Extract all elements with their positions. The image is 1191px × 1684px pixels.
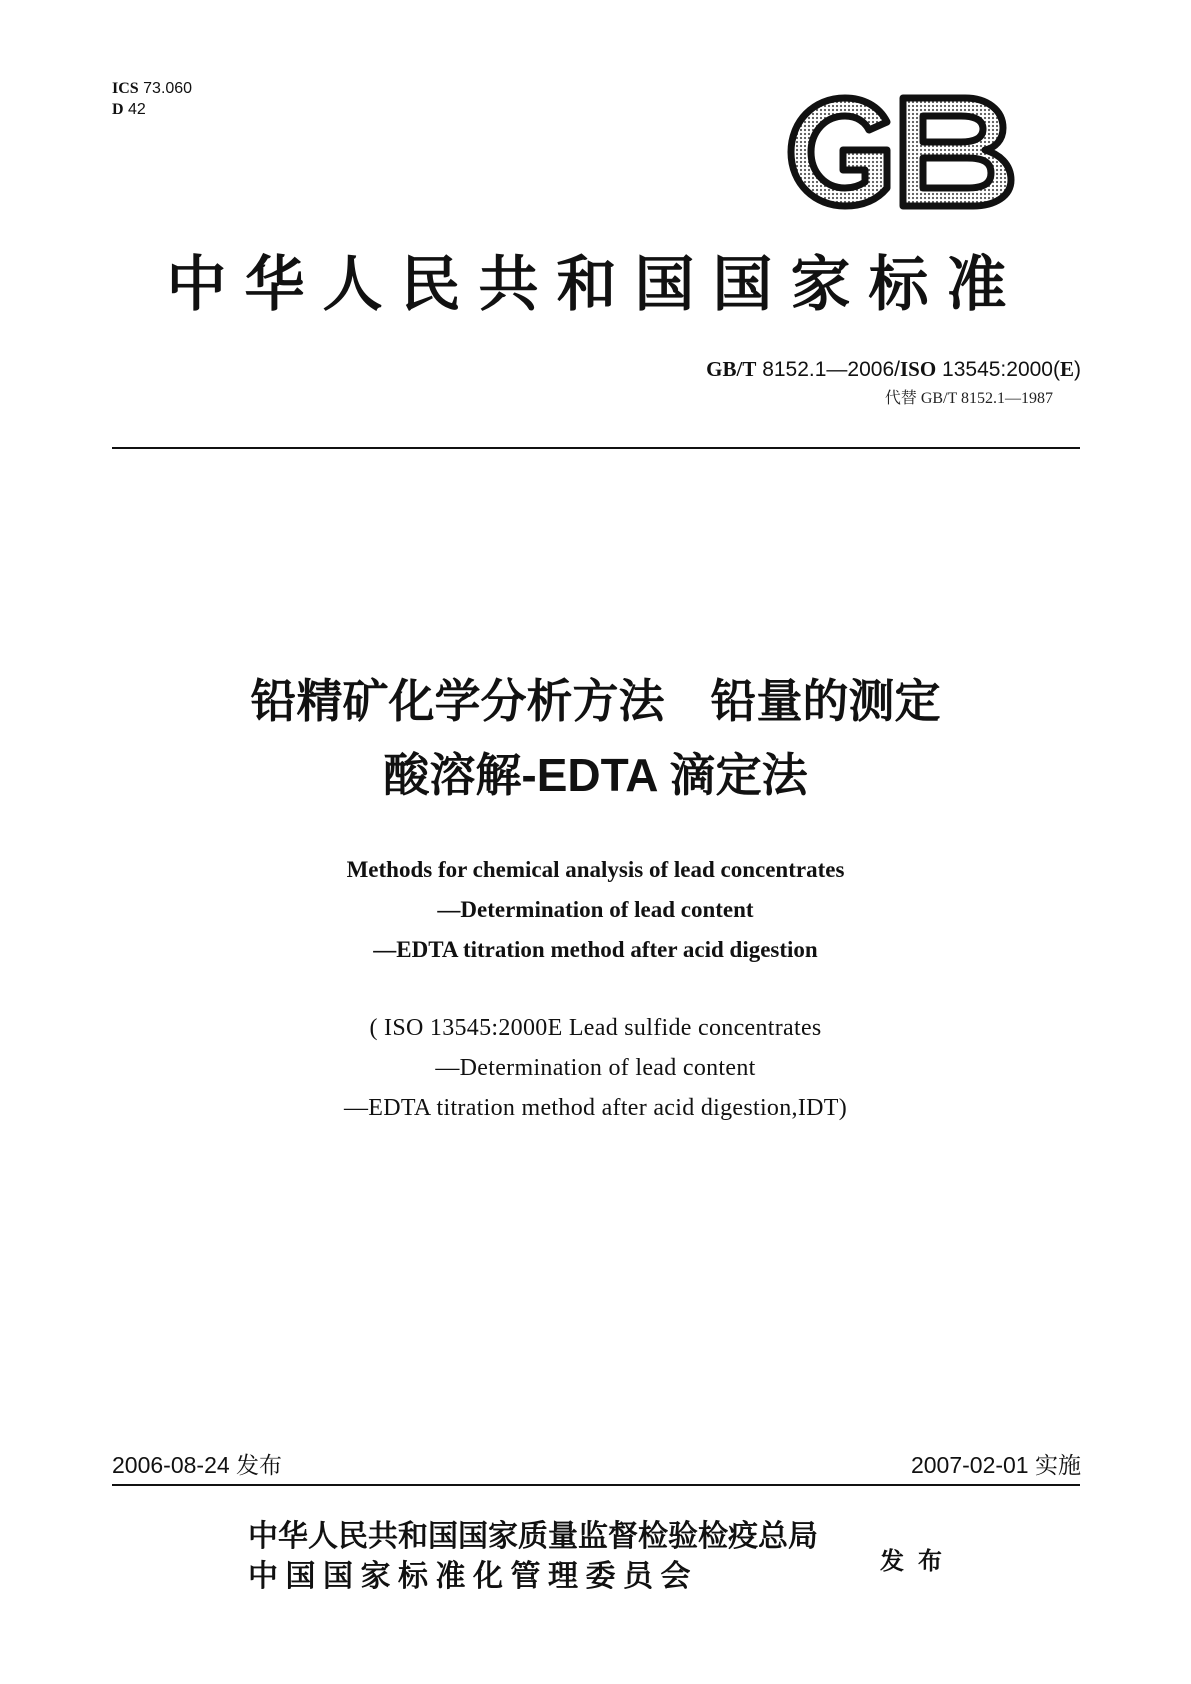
iso-ref-line1: ( ISO 13545:2000E Lead sulfide concentrates xyxy=(369,1015,822,1041)
national-standard-title: 中华人民共和国国家标准 xyxy=(166,252,1025,318)
publisher-aqsiq: 中华人民共和国国家质量监督检验检疫总局 xyxy=(248,1520,818,1553)
footer-rule xyxy=(112,1484,1080,1486)
title-en xyxy=(0,850,1191,970)
ccs-code: D 42 xyxy=(112,101,146,118)
gb-logo xyxy=(783,92,1023,212)
title-en-line3: —EDTA titration method after acid digestion xyxy=(373,937,818,962)
iso-reference xyxy=(0,1008,1191,1128)
classification-codes xyxy=(112,78,192,120)
gb-logo-graphic xyxy=(783,92,1023,212)
ics-code: ICS 73.060 xyxy=(112,80,193,97)
iso-ref-line3: —EDTA titration method after acid digestion,IDT) xyxy=(343,1095,847,1121)
replaces-standard: 代替 GB/T 8152.1—1987 xyxy=(884,390,1053,407)
title-zh-line2: 酸溶解-EDTA 滴定法 xyxy=(383,749,808,801)
publisher-sac: 中 国 国 家 标 准 化 管 理 委 员 会 xyxy=(248,1560,691,1593)
standard-number: GB/T 8152.1—2006/ISO 13545:2000(E) xyxy=(706,357,1081,381)
issue-date: 2006-08-24 发布 xyxy=(112,1452,283,1478)
iso-ref-line2: —Determination of lead content xyxy=(435,1055,756,1081)
implementation-date: 2007-02-01 实施 xyxy=(910,1452,1081,1478)
title-zh-line1: 铅精矿化学分析方法 铅量的测定 xyxy=(250,675,941,727)
title-en-line2: —Determination of lead content xyxy=(437,897,754,922)
header-rule xyxy=(112,447,1080,449)
title-en-line1: Methods for chemical analysis of lead concentrates xyxy=(346,857,845,882)
publish-label: 发布 xyxy=(880,1548,956,1575)
